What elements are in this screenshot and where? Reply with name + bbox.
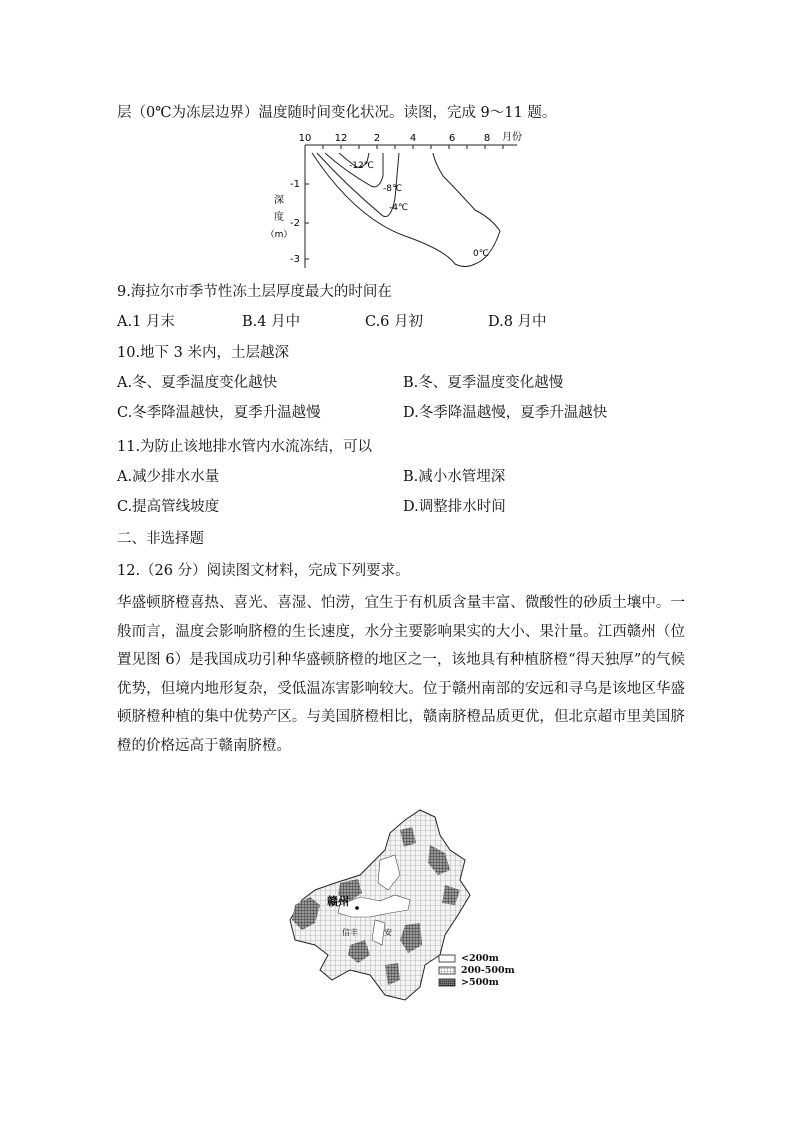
depth-tick: -2 (290, 218, 300, 229)
depth-tick: -1 (290, 179, 300, 190)
month-tick: 8 (483, 133, 491, 144)
q9-option-d[interactable]: D.8 月中 (488, 314, 547, 330)
q12-stem: 12.（26 分）阅读图文材料，完成下列要求。 (117, 563, 410, 579)
q11-option-b[interactable]: B.减小水管埋深 (403, 469, 506, 485)
legend-label-low: <200m (461, 953, 499, 964)
soil-temperature-figure (255, 128, 545, 273)
month-tick: 4 (409, 133, 417, 144)
depth-tick: -3 (290, 254, 300, 265)
q10-option-a[interactable]: A.冬、夏季温度变化越快 (117, 375, 278, 391)
q10-option-d[interactable]: D.冬季降温越慢，夏季升温越快 (403, 405, 608, 421)
q9-option-b[interactable]: B.4 月中 (242, 314, 301, 330)
place-label: 安 (384, 928, 392, 937)
isotherm-label: -12℃ (349, 161, 374, 171)
depth-unit: （m） (265, 230, 293, 240)
map-legend-swatches (438, 953, 458, 989)
month-axis-label: 月份 (502, 132, 522, 143)
q11-option-d[interactable]: D.调整排水时间 (403, 499, 506, 515)
legend-swatch-low (439, 955, 455, 962)
city-label: 赣州 (327, 895, 349, 908)
q9-option-c[interactable]: C.6 月初 (365, 314, 424, 330)
q10-option-b[interactable]: B.冬、夏季温度变化越慢 (403, 375, 564, 391)
isotherm-label: -8℃ (383, 184, 403, 194)
q11-option-a[interactable]: A.减少排水水量 (117, 469, 220, 485)
q10-stem: 10.地下 3 米内，土层越深 (117, 345, 290, 361)
legend-label-high: >500m (461, 977, 499, 988)
isotherm-label: -4℃ (389, 203, 409, 213)
month-tick: 12 (334, 133, 348, 144)
month-tick: 2 (373, 133, 381, 144)
legend-swatch-high (439, 979, 455, 986)
q11-option-c[interactable]: C.提高管线坡度 (117, 499, 220, 515)
q10-option-c[interactable]: C.冬季降温越快，夏季升温越慢 (117, 405, 321, 421)
q9-stem: 9.海拉尔市季节性冻土层厚度最大的时间在 (117, 284, 392, 300)
depth-label: 度 (274, 212, 284, 223)
depth-label: 深 (274, 195, 284, 206)
q11-stem: 11.为防止该地排水管内水流冻结，可以 (117, 439, 373, 455)
q12-material: 华盛顿脐橙喜热、喜光、喜湿、怕涝，宜生于有机质含量丰富、微酸性的砂质土壤中。一般而言，温度会影响脐橙的生长速度，水分主要影响果实的大小、果汁量。江西赣州（位置见图 6）是我国成功引种华盛顿脐橙的地区之一，该地具有种植脐橙“得天独厚”的气候优势，但境内地形复杂，受低温冻害影响较大。位于赣州南部的安远和寻乌是该地区华盛顿脐橙种植的集中优势产区。与美国脐橙相比，赣南脐橙品质更优，但北京超市里美国脐橙的价格远高于赣南脐橙。 (117, 595, 685, 754)
isotherm-label: 0℃ (473, 249, 489, 259)
legend-label-mid: 200-500m (461, 965, 515, 976)
section-heading: 二、非选择题 (117, 531, 204, 547)
month-tick: 10 (298, 133, 312, 144)
place-label: 信丰 (342, 928, 358, 937)
intro-line: 层（0℃为冻层边界）温度随时间变化状况。读图，完成 9～11 题。 (117, 105, 557, 121)
legend-swatch-mid (439, 967, 455, 974)
month-tick: 6 (448, 133, 456, 144)
city-marker (355, 906, 359, 910)
q9-option-a[interactable]: A.1 月末 (117, 314, 175, 330)
